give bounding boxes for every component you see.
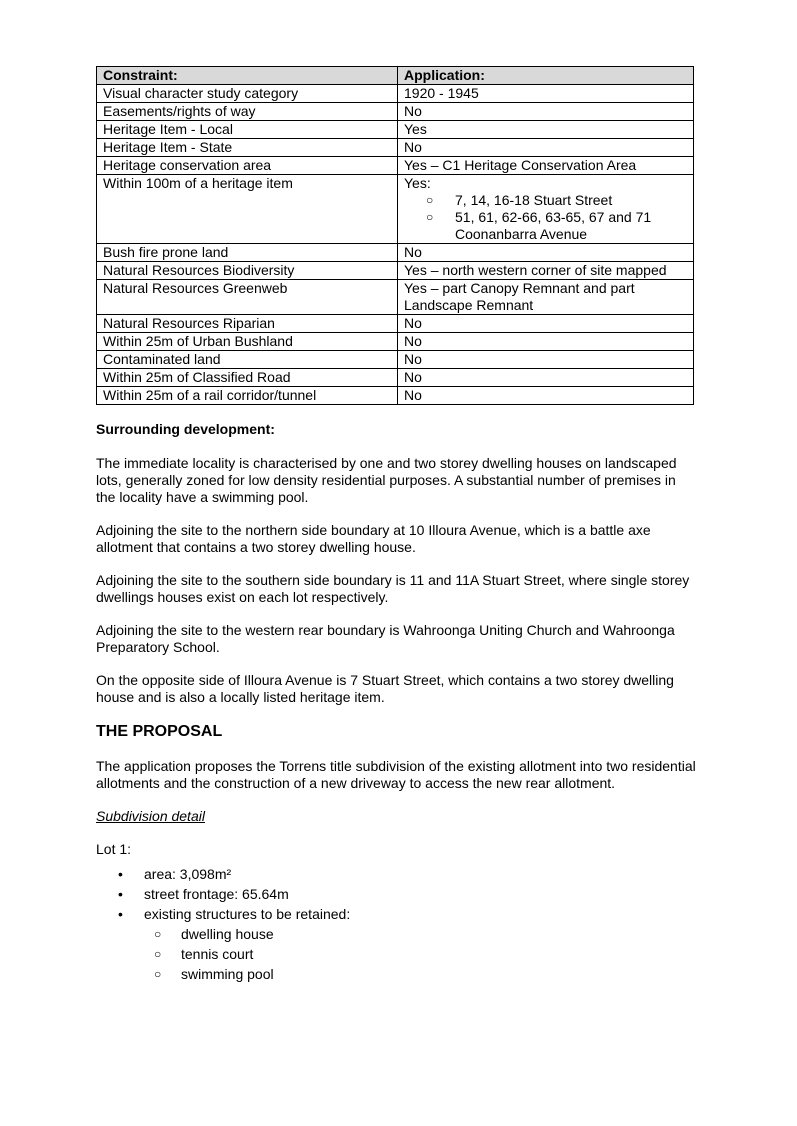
application-cell: Yes – C1 Heritage Conservation Area: [398, 157, 694, 175]
constraint-cell: Within 25m of Urban Bushland: [97, 333, 398, 351]
constraint-cell: Heritage Item - Local: [97, 121, 398, 139]
subdivision-heading-text: Subdivision detail: [96, 808, 205, 824]
constraint-cell: Natural Resources Biodiversity: [97, 262, 398, 280]
table-row: [97, 351, 694, 369]
application-cell: Yes: [398, 121, 694, 139]
constraint-cell: Natural Resources Greenweb: [97, 280, 398, 315]
paragraph: On the opposite side of Illoura Avenue is 7 Stuart Street, which contains a two storey dwelling house and is also a locally listed heritage item.: [96, 672, 674, 705]
table-row: [97, 262, 694, 280]
application-cell: No: [398, 315, 694, 333]
application-cell: Yes – part Canopy Remnant and part Landscape Remnant: [398, 280, 694, 315]
constraint-cell: Contaminated land: [97, 351, 398, 369]
header-constraint: Constraint:: [97, 67, 398, 85]
paragraph: Adjoining the site to the southern side boundary is 11 and 11A Stuart Street, where single storey dwellings houses exist on each lot respectively.: [96, 572, 690, 605]
application-cell: No: [398, 387, 694, 405]
application-cell: No: [398, 369, 694, 387]
list-item: ○ 7, 14, 16-18 Stuart Street: [426, 192, 687, 209]
subdivision-heading: [96, 808, 696, 825]
list-item: • area: 3,098m²: [118, 864, 696, 884]
application-cell: Yes – north western corner of site mapped: [398, 262, 694, 280]
paragraph: Adjoining the site to the western rear boundary is Wahroonga Uniting Church and Wahroonga Preparatory School.: [96, 622, 675, 655]
application-cell: No: [398, 351, 694, 369]
paragraph: Adjoining the site to the northern side boundary at 10 Illoura Avenue, which is a battle axe allotment that contains a two storey dwelling house.: [96, 522, 651, 555]
table-row: [97, 175, 694, 244]
retained-structures-list: [144, 924, 696, 984]
constraint-cell: Heritage Item - State: [97, 139, 398, 157]
proposal-paragraph: The application proposes the Torrens title subdivision of the existing allotment into two residential allotments and the construction of a new driveway to access the new rear allotment.: [96, 758, 696, 791]
application-cell: No: [398, 103, 694, 121]
table-row: [97, 103, 694, 121]
list-item: [118, 904, 696, 984]
application-cell: [398, 175, 694, 244]
paragraph: The immediate locality is characterised by one and two storey dwelling houses on landscaped lots, generally zoned for low density residential purposes. A substantial number of premises in the locality have a swimming pool.: [96, 455, 677, 505]
list-item: ○ swimming pool: [154, 964, 696, 984]
table-row: [97, 315, 694, 333]
constraint-cell: Bush fire prone land: [97, 244, 398, 262]
constraint-cell: Within 100m of a heritage item: [97, 175, 398, 244]
constraints-table: [96, 66, 694, 405]
surrounding-heading: Surrounding development:: [96, 421, 275, 437]
table-row: [97, 244, 694, 262]
list-item-text: existing structures to be retained:: [144, 906, 351, 922]
list-item: ○ 51, 61, 62-66, 63-65, 67 and 71 Coonanbarra Avenue: [426, 209, 687, 243]
constraint-cell: Heritage conservation area: [97, 157, 398, 175]
list-item: • street frontage: 65.64m: [118, 884, 696, 904]
constraint-cell: Easements/rights of way: [97, 103, 398, 121]
application-cell: No: [398, 244, 694, 262]
table-header-row: [97, 67, 694, 85]
lot-details-list: [96, 864, 696, 984]
table-row: [97, 333, 694, 351]
list-item: ○ dwelling house: [154, 924, 696, 944]
table-row: [97, 369, 694, 387]
table-row: [97, 387, 694, 405]
list-item: ○ tennis court: [154, 944, 696, 964]
constraint-cell: Natural Resources Riparian: [97, 315, 398, 333]
application-text: Yes:: [404, 175, 431, 191]
constraint-cell: Within 25m of Classified Road: [97, 369, 398, 387]
lot-label: Lot 1:: [96, 841, 132, 857]
application-cell: 1920 - 1945: [398, 85, 694, 103]
table-row: [97, 121, 694, 139]
table-row: [97, 280, 694, 315]
constraint-cell: Visual character study category: [97, 85, 398, 103]
table-row: [97, 85, 694, 103]
document-page: [96, 66, 696, 984]
heritage-item-list: [404, 192, 687, 243]
proposal-heading: THE PROPOSAL: [96, 723, 223, 740]
table-row: [97, 139, 694, 157]
application-cell: No: [398, 333, 694, 351]
constraint-cell: Within 25m of a rail corridor/tunnel: [97, 387, 398, 405]
table-row: [97, 157, 694, 175]
application-cell: No: [398, 139, 694, 157]
header-application: Application:: [398, 67, 694, 85]
